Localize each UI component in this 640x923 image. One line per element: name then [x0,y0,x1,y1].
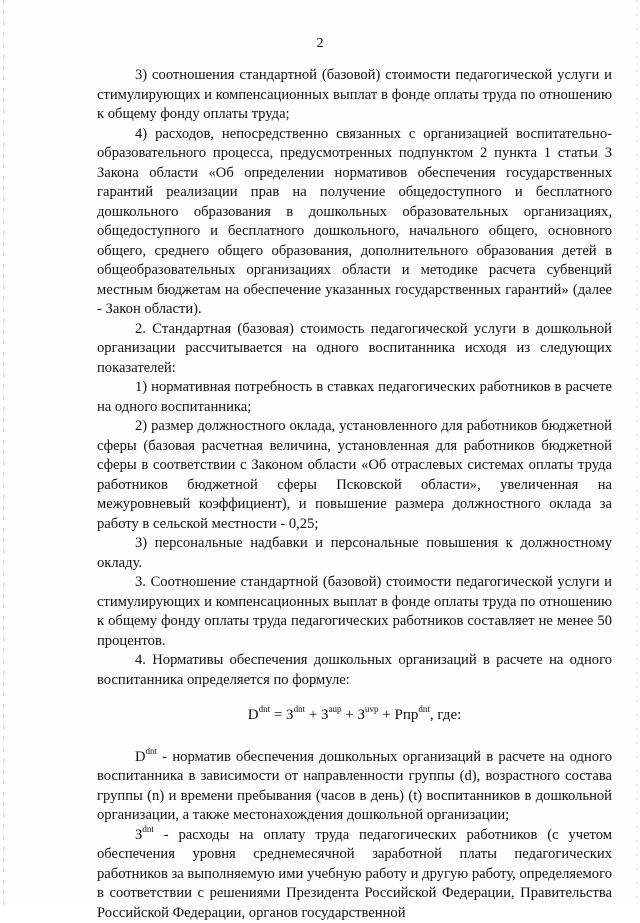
formula-term-2-sup: aup [329,704,342,714]
item-1-staffing: 1) нормативная потребность в ставках педагогических работников в расчете на одного воспитанника; [97,378,612,417]
paragraph-3-proportion: 3. Соотношение стандартной (базовой) стоимости педагогической услуги и стимулирующих и компенсационных выплат в фонде оплаты труда по отношению к общему фонду оплаты труда педагогических работников составляет не менее 50 процентов. [97,573,612,651]
document-body [97,66,612,923]
paragraph-2-standard-cost: 2. Стандартная (базовая) стоимость педагогической услуги в дошкольной организации рассчитывается на одного воспитанника исходя из следующих показателей: [97,320,612,379]
item-2-salary: 2) размер должностного оклада, установленного для работников бюджетной сферы (базовая расчетная величина, установленная для работников бюджетной сферы в соответствии с Законом области «Об отраслевых системах оплаты труда работников бюджетной сферы Псковской области», увеличенная на межуровневый коэффициент), и повышение размера должностного оклада за работу в сельской местности - 0,25; [97,417,612,534]
definition-d-dnt [97,748,612,826]
formula-term-2: З [321,707,329,723]
definition-text: - расходы на оплату труда педагогических работников (с учетом обеспечения уровня среднемесячной заработной платы педагогических работников за выполняемую ими учебную работу и другую работу, определяемого в соответствии с решениями Президента Российской Федерации, Правительства Российской Федерации, органов государственной [97,827,612,921]
formula-term-4-sup: dnt [418,704,430,714]
definition-symbol-sup: dnt [146,746,158,756]
formula-term-3-sup: uvp [365,704,379,714]
definition-z-dnt [97,826,612,923]
formula-plus-1: + [305,707,321,723]
item-3-bonuses: 3) персональные надбавки и персональные повышения к должностному окладу. [97,534,612,573]
norm-formula [97,706,612,726]
definition-symbol: D [135,749,146,765]
definition-symbol: З [135,827,142,843]
definition-text: - норматив обеспечения дошкольных организаций в расчете на одного воспитанника в зависимости от направленности группы (d), возрастного состава группы (n) и времени пребывания (часов в день) (t) воспитанников в дошкольной организации, а также местонахождения дошкольной организации; [97,749,612,824]
formula-eq: = [270,707,286,723]
scan-edge-right [636,0,637,905]
paragraph-3-ratio: 3) соотношения стандартной (базовой) стоимости педагогической услуги и стимулирующих и компенсационных выплат в фонде оплаты труда по отношению к общему фонду оплаты труда; [97,66,612,125]
formula-term-4: Рпр [395,707,419,723]
formula-term-1: З [286,707,294,723]
paragraph-4-norms: 4. Нормативы обеспечения дошкольных организаций в расчете на одного воспитанника определяется по формуле: [97,651,612,690]
page-number: 2 [0,36,640,52]
formula-lhs: D [248,707,259,723]
paragraph-4-expenses: 4) расходов, непосредственно связанных с организацией воспитательно-образовательного процесса, предусмотренных подпунктом 2 пункта 1 статьи 3 Закона области «Об определении нормативов обеспечения государственных гарантий реализации прав на получение общедоступного и бесплатного дошкольного образования в дошкольных образовательных организациях, общедоступного и бесплатного дошкольного, начального общего, основного общего, среднего общего образования, дополнительного образования детей в общеобразовательных организациях области и методике расчета субвенций местным бюджетам на обеспечение указанных государственных гарантий» (далее - Закон области). [97,125,612,320]
formula-plus-3: + [379,707,395,723]
definition-symbol-sup: dnt [142,824,154,834]
formula-plus-2: + [342,707,358,723]
formula-term-1-sup: dnt [294,704,306,714]
scan-edge-left [3,0,4,905]
formula-term-3: З [358,707,366,723]
formula-lhs-sup: dnt [259,704,271,714]
formula-tail: , где: [430,707,461,723]
